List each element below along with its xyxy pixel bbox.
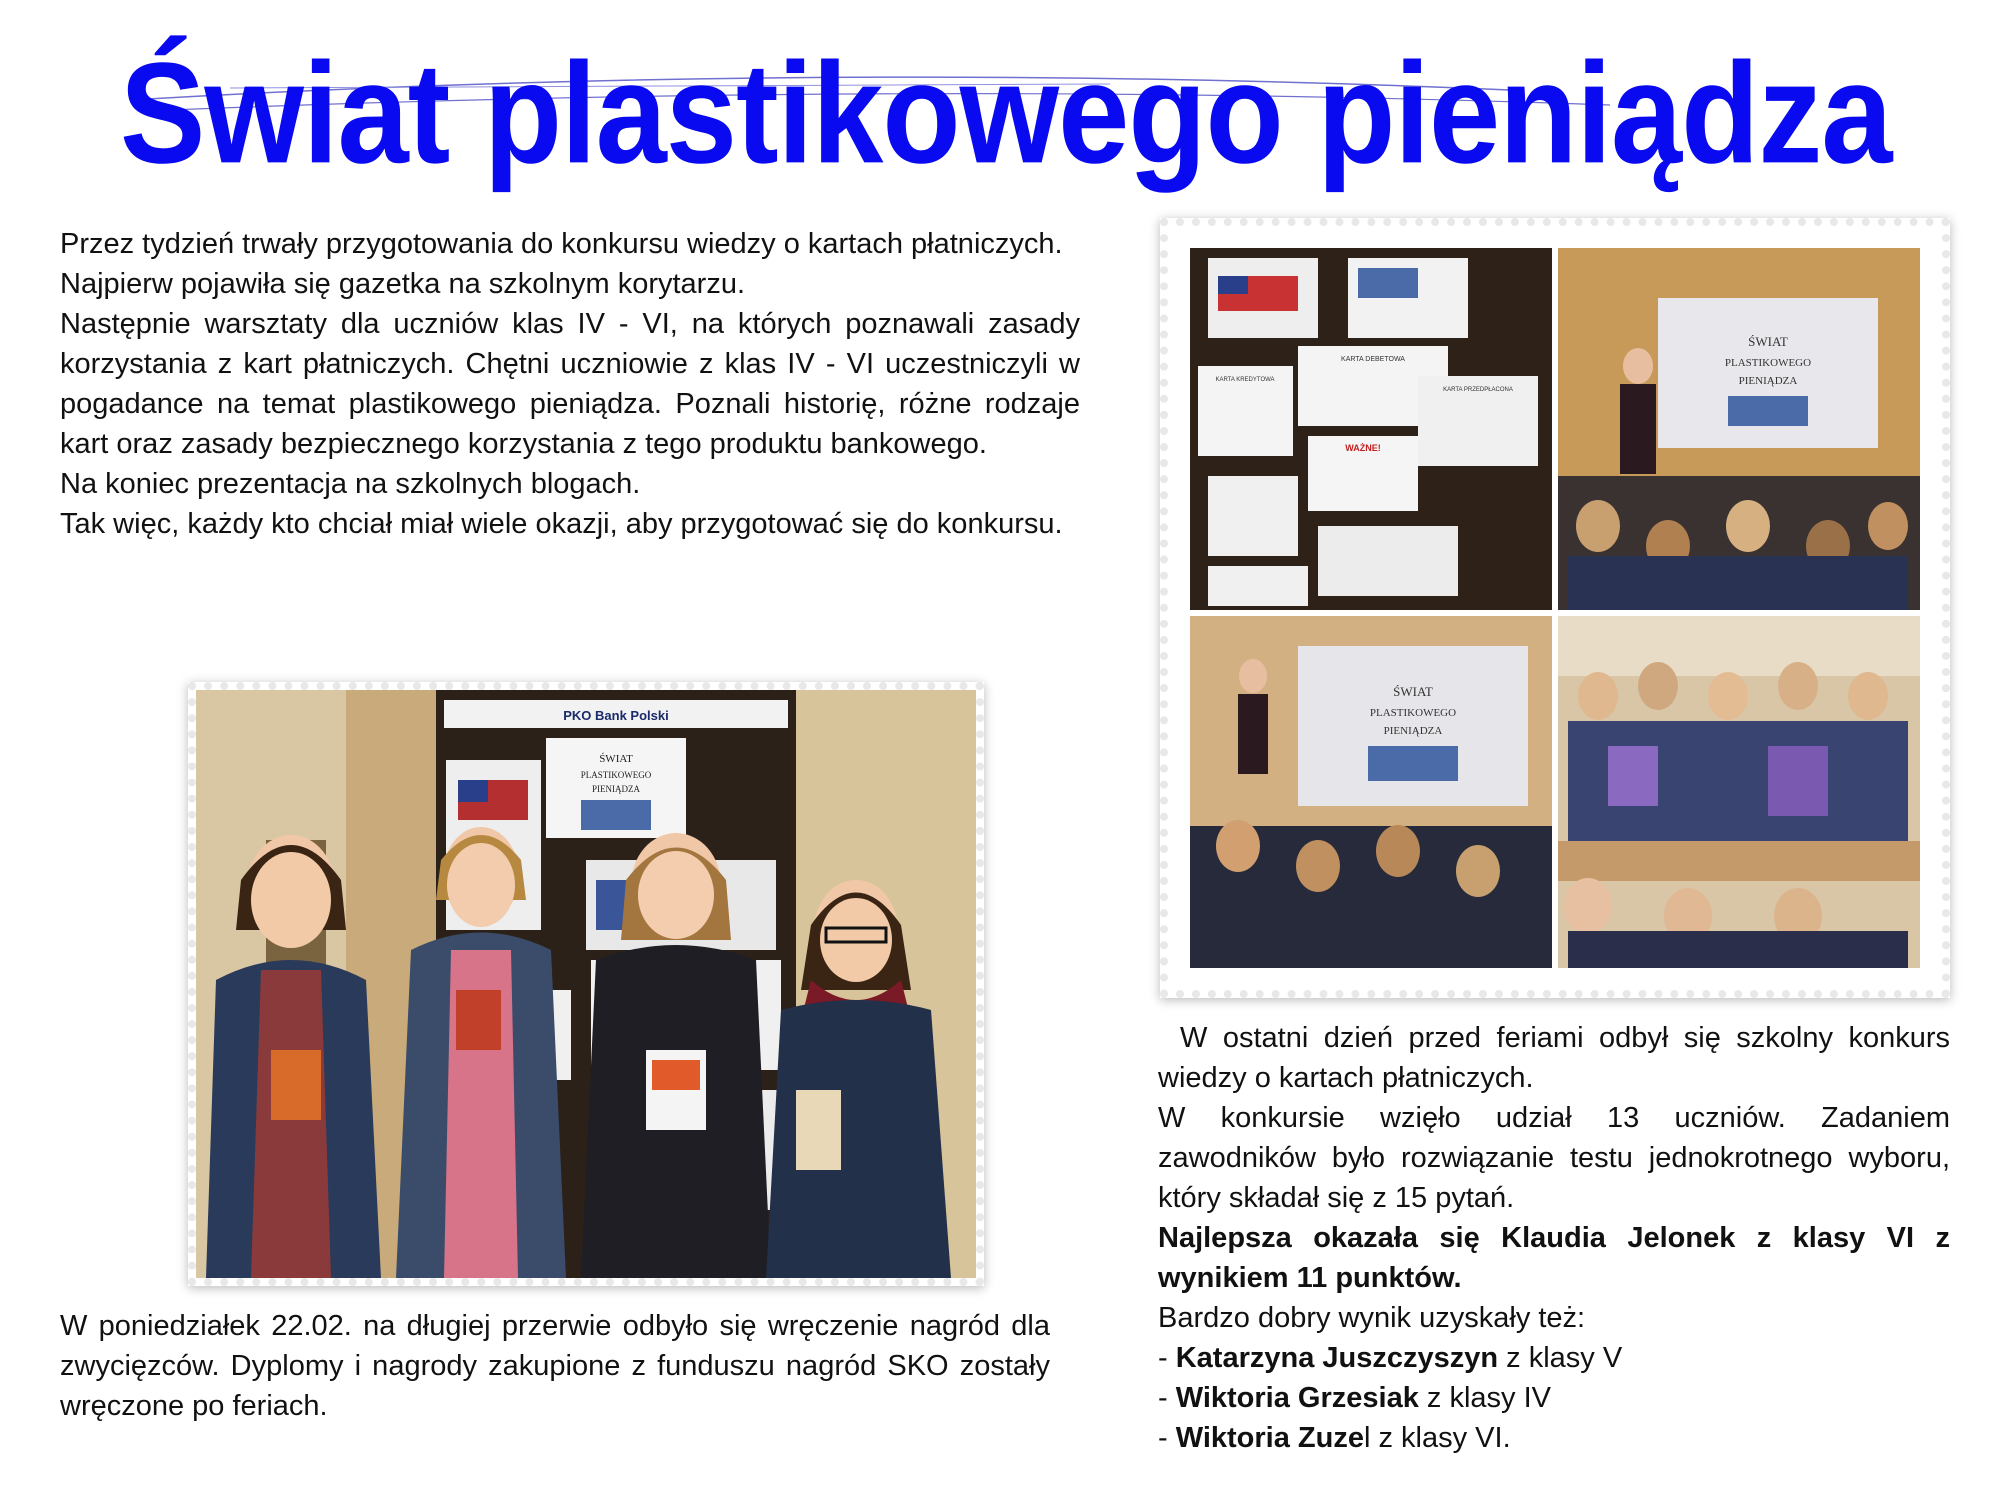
contest-other-3-prefix: - xyxy=(1158,1422,1176,1454)
contest-winner xyxy=(1158,1218,1950,1298)
screen-title-line-1: ŚWIAT xyxy=(1748,334,1788,349)
contest-others-intro: Bardzo dobry wynik uzyskały też: xyxy=(1158,1302,1586,1334)
contest-other-1-suffix: z klasy V xyxy=(1498,1342,1623,1374)
photo-collage-workshop xyxy=(1160,218,1950,998)
photo-award-girls-image xyxy=(196,690,976,1278)
contest-other-1-name: Katarzyna Juszczyszyn xyxy=(1175,1342,1499,1374)
contest-paragraph-2: W konkursie wzięło udział 13 uczniów. Zadaniem zawodników było rozwiązanie testu jednokrotnego wyboru, który składał się z 15 pytań. xyxy=(1158,1102,1950,1214)
bank-banner-label: PKO Bank Polski xyxy=(563,708,669,723)
contest-other-2 xyxy=(1158,1378,1950,1418)
contest-text xyxy=(1158,1018,1950,1458)
poster-title-line-1: ŚWIAT xyxy=(599,753,633,765)
contest-other-3-suffix: l z klasy VI. xyxy=(1363,1422,1511,1454)
contest-paragraph-1: W ostatni dzień przed feriami odbył się szkolny konkurs wiedzy o kartach płatniczych. xyxy=(1158,1022,1950,1094)
board-label-debit: KARTA DEBETOWA xyxy=(1341,356,1405,363)
board-label-prepaid: KARTA PRZEDPŁACONA xyxy=(1443,387,1513,393)
intro-paragraph-5: Tak więc, każdy kto chciał miał wiele okazji, aby przygotować się do konkursu. xyxy=(60,508,1063,540)
award-paragraph: W poniedziałek 22.02. na długiej przerwie odbyło się wręczenie nagród dla zwycięzców. Dyplomy i nagrody zakupione z funduszu nagród SKO zostały wręczone po feriach. xyxy=(60,1310,1050,1422)
photo-collage-workshop-image xyxy=(1168,226,1942,990)
contest-other-3-name: Wiktoria Zuze xyxy=(1175,1422,1364,1454)
intro-paragraph-2: Najpierw pojawiła się gazetka na szkolnym korytarzu. xyxy=(60,268,746,300)
svg-text:PIENIĄDZA: PIENIĄDZA xyxy=(1383,725,1443,737)
page-title: Świat plastikowego pieniądza xyxy=(120,33,1892,194)
screen-title-line-2: PLASTIKOWEGO xyxy=(1724,357,1812,369)
contest-other-1 xyxy=(1158,1338,1950,1378)
contest-other-2-suffix: z klasy IV xyxy=(1418,1382,1551,1414)
collage-tile-students xyxy=(1558,616,1920,968)
board-label-important: WAŻNE! xyxy=(1345,443,1381,453)
contest-other-2-name: Wiktoria Grzesiak xyxy=(1175,1382,1419,1414)
award-text xyxy=(60,1306,1050,1426)
contest-winner-text: Najlepsza okazała się Klaudia Jelonek z klasy VI z wynikiem 11 punktów. xyxy=(1158,1222,1950,1294)
intro-paragraph-3: Następnie warsztaty dla uczniów klas IV - VI, na których poznawali zasady korzystania z kart płatniczych. Chętni uczniowie z klas IV - VI uczestniczyli w pogadance na temat plastikowego pieniądza. Poznali historię, różne rodzaje kart oraz zasady bezpiecznego korzystania z tego produktu bankowego. xyxy=(60,308,1080,460)
contest-other-2-prefix: - xyxy=(1158,1382,1176,1414)
svg-text:ŚWIAT: ŚWIAT xyxy=(1393,684,1433,699)
contest-other-3 xyxy=(1158,1418,1950,1458)
intro-paragraph-1: Przez tydzień trwały przygotowania do konkursu wiedzy o kartach płatniczych. xyxy=(60,228,1063,260)
board-label-credit: KARTA KREDYTOWA xyxy=(1215,377,1275,383)
contest-other-1-prefix: - xyxy=(1158,1342,1176,1374)
photo-award-girls xyxy=(188,682,984,1286)
intro-paragraph-4: Na koniec prezentacja na szkolnych blogach. xyxy=(60,468,641,500)
intro-text xyxy=(60,224,1080,544)
collage-tile-board xyxy=(1190,248,1552,610)
svg-text:PLASTIKOWEGO: PLASTIKOWEGO xyxy=(1369,707,1457,719)
collage-tile-presentation xyxy=(1190,616,1552,968)
screen-title-line-3: PIENIĄDZA xyxy=(1738,375,1798,387)
poster-title-line-3: PIENIĄDZA xyxy=(592,784,640,794)
collage-tile-projector xyxy=(1558,248,1920,610)
poster-title-line-2: PLASTIKOWEGO xyxy=(580,770,652,780)
